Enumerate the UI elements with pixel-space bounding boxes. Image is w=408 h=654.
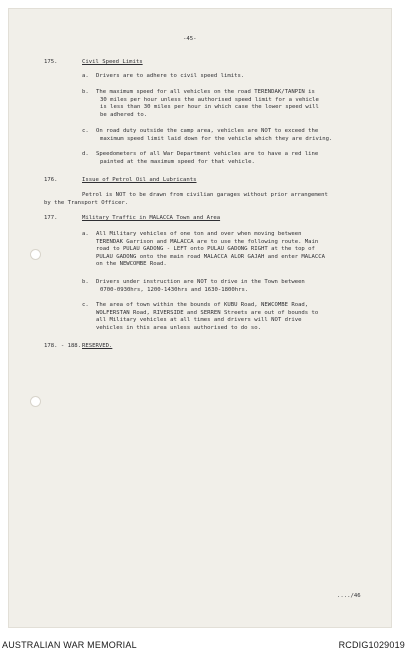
- item-text: TERENDAK Garrison and MALACCA are to use the following route. Main: [96, 238, 319, 245]
- item-text: The area of town within the bounds of KUBU Road, NEWCOMBE Road,: [96, 302, 309, 308]
- reserved-label: RESERVED.: [82, 343, 113, 349]
- section-title: Military Traffic in MALACCA Town and Area: [82, 215, 221, 221]
- item-text: maximum speed limit laid down for the vehicle which they are driving.: [100, 135, 333, 142]
- reserved-range: 178. - 188.: [44, 343, 82, 349]
- item-text: vehicles in this area unless authorised to do so.: [96, 324, 262, 331]
- item-text: The maximum speed for all vehicles on the road TERENDAK/TANPIN is: [96, 89, 315, 95]
- section-number: 176.: [44, 177, 58, 183]
- archive-footer: [0, 638, 408, 654]
- item-text: road to PULAU GADONG - LEFT onto PULAU GADONG RIGHT at the top of: [96, 246, 315, 252]
- continuation-marker: ..../46: [337, 593, 361, 599]
- section-text: by the Transport Officer.: [44, 200, 129, 206]
- item-label: c.: [82, 302, 89, 308]
- section-title: Issue of Petrol Oil and Lubricants: [82, 177, 197, 183]
- footer-institution: AUSTRALIAN WAR MEMORIAL: [2, 640, 137, 650]
- item-label: b.: [82, 279, 89, 285]
- item-text: Speedometers of all War Department vehicles are to have a red line: [96, 151, 319, 157]
- item-text: 0700-0930hrs, 1200-1430hrs and 1630-1800hrs.: [100, 286, 249, 293]
- item-text: be adhered to.: [100, 111, 148, 118]
- item-text: PULAU GADONG onto the main road MALACCA ALOR GAJAH and enter MALACCA: [96, 253, 326, 260]
- item-label: b.: [82, 89, 89, 95]
- section-title: Civil Speed Limits: [82, 59, 143, 65]
- item-label: a.: [82, 73, 89, 79]
- punch-hole-top: [30, 249, 41, 260]
- punch-hole-bottom: [30, 396, 41, 407]
- item-text: All Military vehicles of one ton and over when moving between: [96, 231, 302, 237]
- item-text: on the NEWCOMBE Road.: [96, 261, 167, 267]
- section-number: 177.: [44, 215, 58, 221]
- item-text: all Military vehicles at all times and drivers will NOT drive: [96, 317, 302, 323]
- item-label: d.: [82, 151, 89, 157]
- item-label: a.: [82, 231, 89, 237]
- item-text: WOLFERSTAN Road, RIVERSIDE and SERREN Streets are out of bounds to: [96, 309, 319, 316]
- item-text: Drivers under instruction are NOT to drive in the Town between: [96, 279, 305, 285]
- item-text: is less than 30 miles per hour in which case the lower speed will: [100, 104, 319, 110]
- section-number: 175.: [44, 59, 58, 65]
- section-text: Petrol is NOT to be drawn from civilian garages without prior arrangement: [82, 192, 328, 198]
- page-number: -45-: [183, 36, 197, 42]
- item-label: c.: [82, 128, 89, 134]
- item-text: painted at the maximum speed for that vehicle.: [100, 158, 255, 165]
- item-text: On road duty outside the camp area, vehicles are NOT to exceed the: [96, 128, 319, 134]
- item-text: 30 miles per hour unless the authorised speed limit for a vehicle: [100, 96, 319, 103]
- item-text: Drivers are to adhere to civil speed limits.: [96, 73, 245, 79]
- footer-record-id: RCDIG1029019: [338, 640, 405, 650]
